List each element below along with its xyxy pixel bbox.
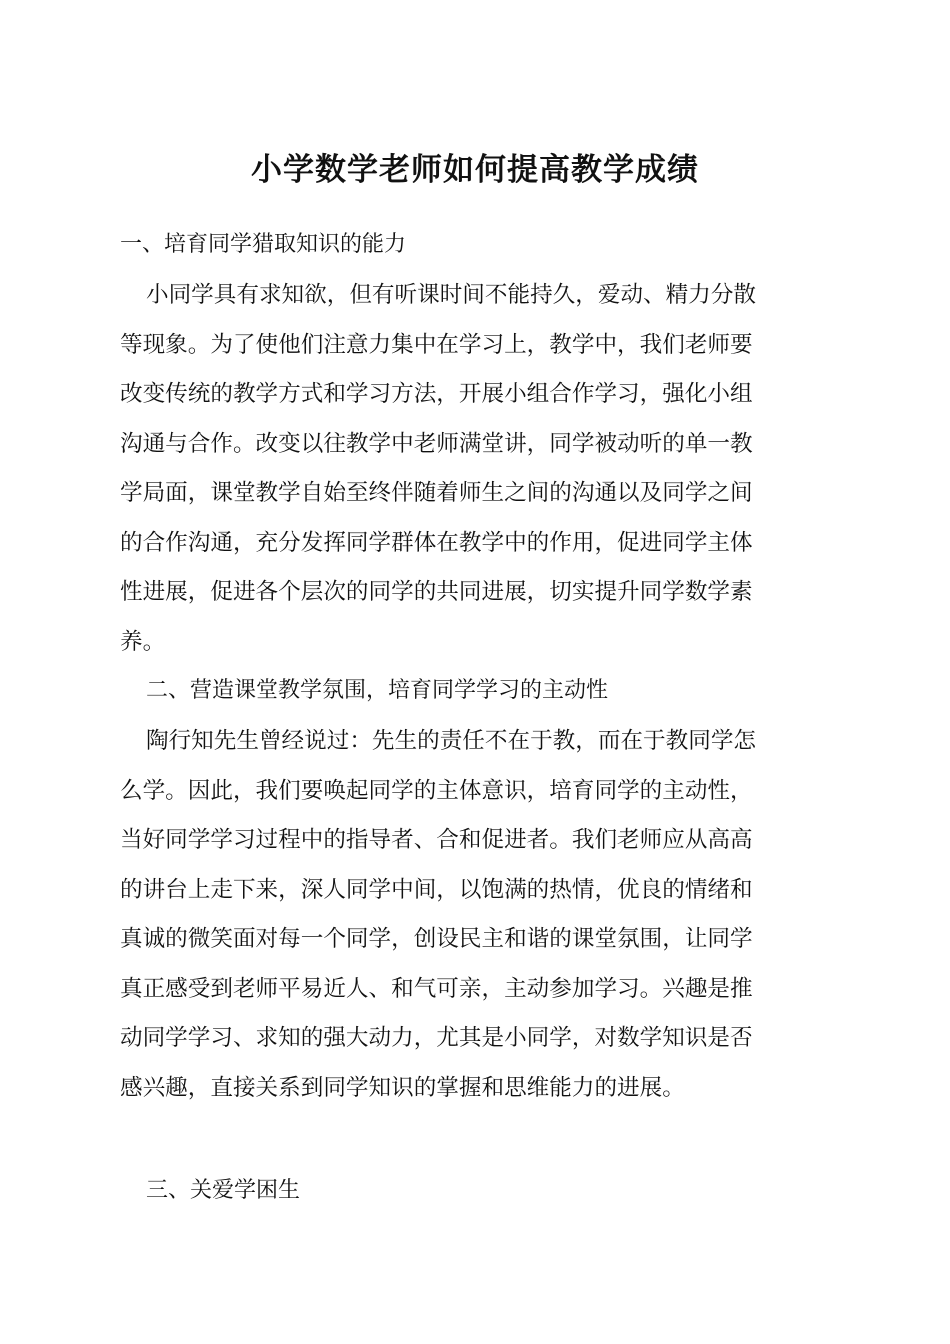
section-paragraph-2	[120, 717, 832, 1113]
paragraph-line: 当好同学学习过程中的指导者、合和促进者。我们老师应从高高	[120, 827, 753, 853]
paragraph-line: 等现象。为了使他们注意力集中在学习上，教学中，我们老师要	[120, 331, 753, 358]
paragraph-line: 陶行知先生曾经说过：先生的责任不在于教，而在于教同学怎	[146, 728, 757, 754]
paragraph-line: 的合作沟通，充分发挥同学群体在教学中的作用，促进同学主体	[120, 529, 753, 556]
paragraph-line: 么学。因此，我们要唤起同学的主体意识，培育同学的主动性，	[120, 777, 753, 804]
section-paragraph-1	[120, 271, 832, 667]
section-heading-2: 二、营造课堂教学氛围，培育同学学习的主动性	[146, 678, 609, 703]
paragraph-line: 真正感受到老师平易近人、和气可亲，主动参加学习。兴趣是推	[120, 975, 753, 1002]
paragraph-line: 沟通与合作。改变以往教学中老师满堂讲，同学被动听的单一教	[120, 430, 753, 457]
paragraph-line: 性进展，促进各个层次的同学的共同进展，切实提升同学数学素	[120, 579, 753, 605]
document-title: 小学数学老师如何提高教学成绩	[251, 152, 699, 188]
paragraph-line: 改变传统的教学方式和学习方法，开展小组合作学习，强化小组	[120, 381, 753, 407]
paragraph-line: 小同学具有求知欲，但有听课时间不能持久，爱动、精力分散	[146, 282, 757, 308]
section-heading-3: 三、关爱学困生	[146, 1178, 301, 1203]
paragraph-line: 真诚的微笑面对每一个同学，创设民主和谐的课堂氛围，让同学	[120, 926, 753, 952]
paragraph-line: 感兴趣，直接关系到同学知识的掌握和思维能力的进展。	[120, 1074, 685, 1101]
paragraph-line: 的讲台上走下来，深人同学中间，以饱满的热情，优良的情绪和	[120, 876, 753, 903]
paragraph-line: 动同学学习、求知的强大动力，尤其是小同学，对数学知识是否	[120, 1025, 753, 1051]
section-heading-1: 一、培育同学猎取知识的能力	[120, 232, 407, 257]
paragraph-line: 学局面，课堂教学自始至终伴随着师生之间的沟通以及同学之间	[120, 480, 753, 506]
paragraph-line: 养。	[120, 628, 166, 655]
